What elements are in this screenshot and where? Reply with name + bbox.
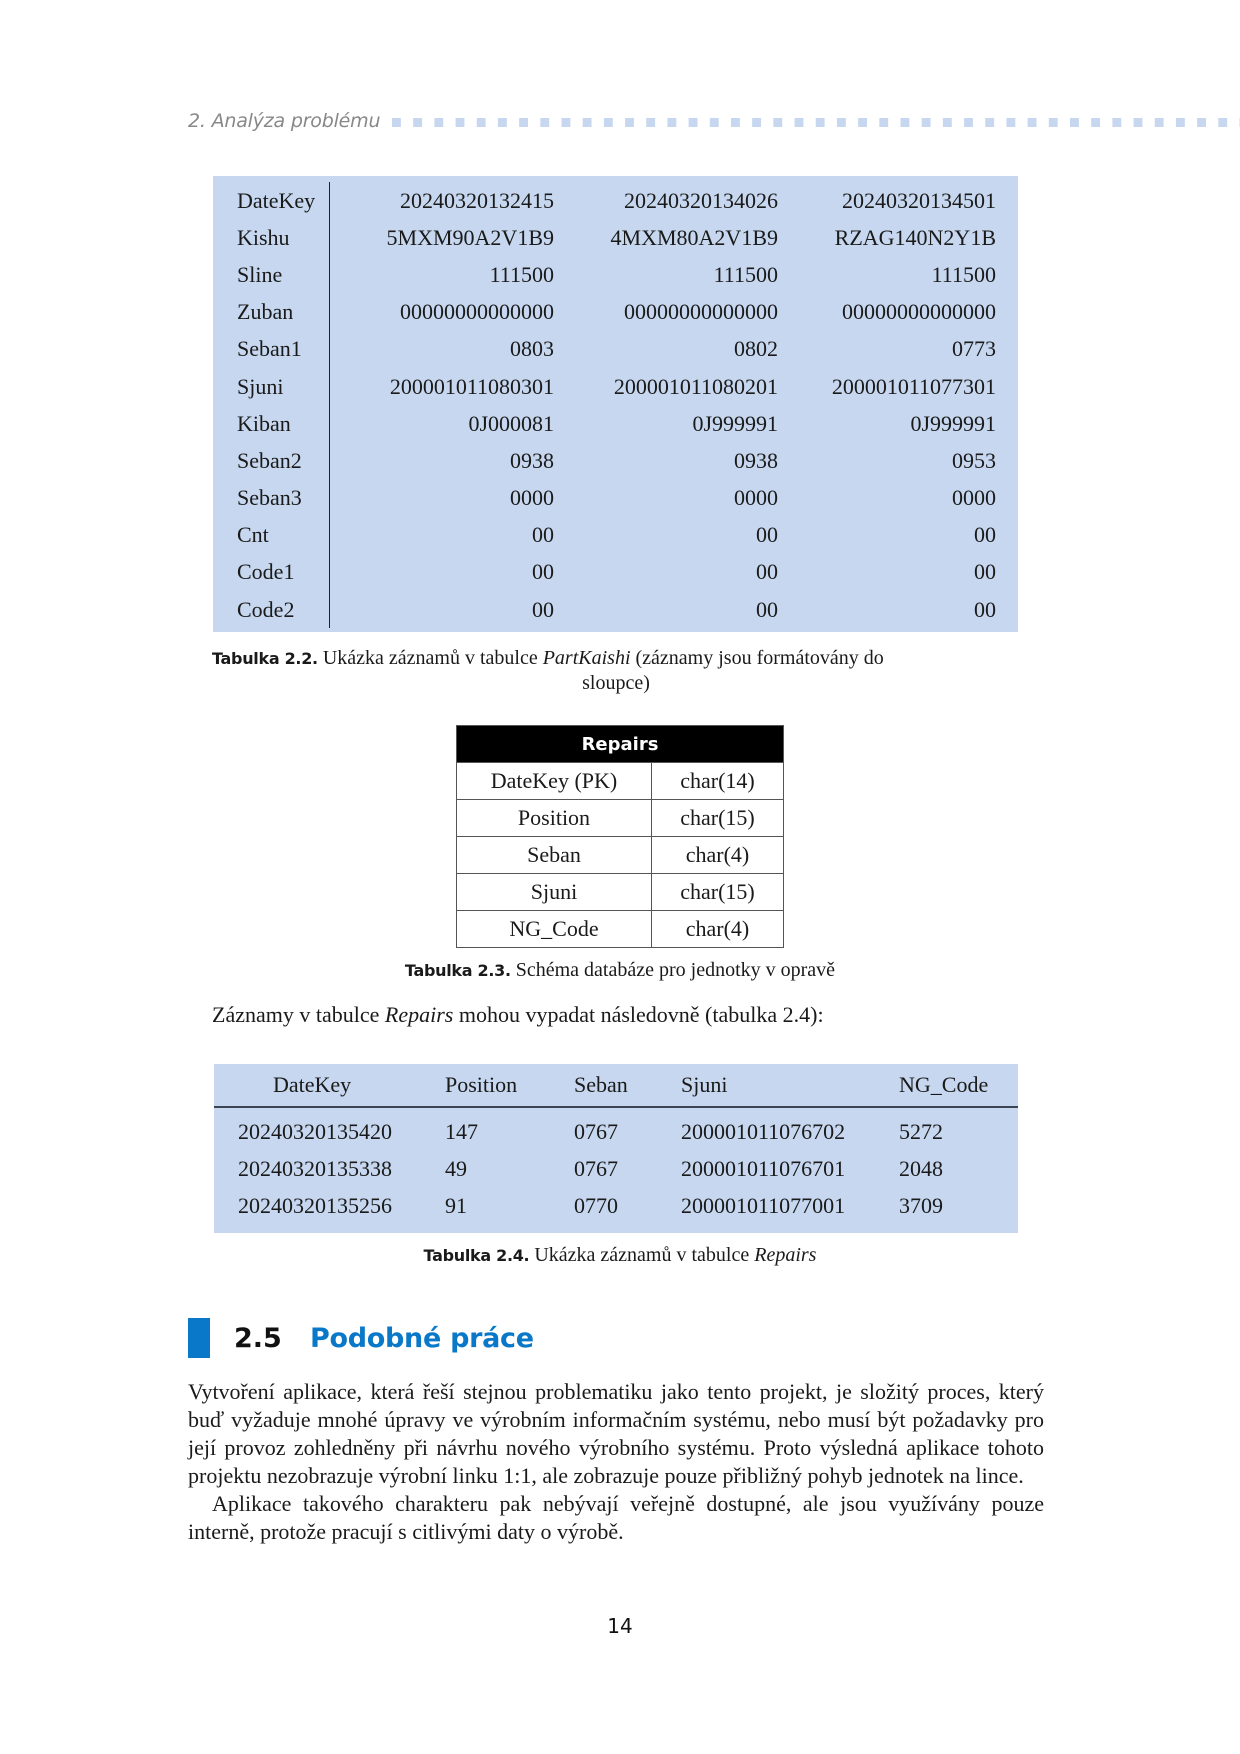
row-label: Seban2 bbox=[213, 442, 330, 479]
table-row bbox=[213, 368, 996, 405]
table-row bbox=[457, 837, 784, 874]
caption-label: Tabulka 2.2. bbox=[212, 649, 318, 668]
field-name: Sjuni bbox=[457, 874, 652, 911]
cell: 49 bbox=[445, 1156, 467, 1181]
cell: 00000000000000 bbox=[624, 299, 778, 325]
cell: 20240320134026 bbox=[624, 187, 778, 213]
cell: 20240320134501 bbox=[842, 187, 996, 213]
section-marker-bar bbox=[188, 1318, 210, 1358]
caption-italic: PartKaishi bbox=[542, 647, 631, 669]
field-type: char(15) bbox=[652, 874, 784, 911]
intro-text: Záznamy v tabulce bbox=[212, 1002, 380, 1027]
table-row bbox=[213, 480, 996, 517]
cell: 00 bbox=[532, 596, 554, 622]
table-row bbox=[213, 554, 996, 591]
row-label: Code1 bbox=[213, 554, 330, 591]
table-row bbox=[457, 911, 784, 948]
cell: 00 bbox=[974, 522, 996, 548]
running-head-dots bbox=[392, 118, 1240, 127]
cell: 0938 bbox=[510, 447, 554, 473]
column-header: Sjuni bbox=[681, 1072, 728, 1097]
row-label: Zuban bbox=[213, 294, 330, 331]
table-caption-2-4 bbox=[0, 1244, 1240, 1267]
table-row bbox=[213, 442, 996, 479]
cell: 00000000000000 bbox=[400, 299, 554, 325]
caption-italic: Repairs bbox=[754, 1244, 817, 1266]
cell: 200001011077001 bbox=[681, 1193, 846, 1218]
field-type: char(15) bbox=[652, 800, 784, 837]
cell: 00 bbox=[974, 559, 996, 585]
cell: 0803 bbox=[510, 336, 554, 362]
table-caption-2-3 bbox=[0, 959, 1240, 982]
row-label: Seban1 bbox=[213, 331, 330, 368]
table-row bbox=[457, 800, 784, 837]
table-row bbox=[213, 517, 996, 554]
field-type: char(4) bbox=[652, 911, 784, 948]
cell: 0000 bbox=[510, 485, 554, 511]
table-row bbox=[457, 763, 784, 800]
caption-text-line2: sloupce) bbox=[582, 672, 650, 694]
column-header: NG_Code bbox=[899, 1072, 989, 1097]
cell: 0J999991 bbox=[910, 410, 996, 436]
intro-text-cont: mohou vypadat následovně (tabulka 2.4): bbox=[458, 1002, 824, 1027]
intro-italic: Repairs bbox=[384, 1002, 454, 1027]
cell: 20240320135338 bbox=[238, 1156, 392, 1181]
cell: 0773 bbox=[952, 336, 996, 362]
cell: 147 bbox=[445, 1119, 478, 1144]
cell: 200001011076701 bbox=[681, 1156, 846, 1181]
section-number: 2.5 bbox=[234, 1322, 282, 1354]
cell: 0J000081 bbox=[468, 410, 554, 436]
table-row bbox=[213, 405, 996, 442]
row-label: Cnt bbox=[213, 517, 330, 554]
cell: 00 bbox=[756, 522, 778, 548]
field-name: NG_Code bbox=[457, 911, 652, 948]
caption-label: Tabulka 2.3. bbox=[404, 961, 511, 980]
running-head-title: 2. Analýza problému bbox=[188, 110, 381, 132]
table-repairs-records bbox=[214, 1064, 1018, 1233]
cell: 111500 bbox=[713, 261, 778, 287]
section-body bbox=[188, 1378, 1044, 1546]
row-label: Kishu bbox=[213, 219, 330, 256]
table-row bbox=[213, 219, 996, 256]
field-name: Position bbox=[457, 800, 652, 837]
cell: RZAG140N2Y1B bbox=[834, 224, 996, 250]
schema-title: Repairs bbox=[457, 726, 784, 763]
column-header: Seban bbox=[574, 1072, 628, 1097]
row-label: DateKey bbox=[213, 182, 330, 219]
cell: 00 bbox=[532, 522, 554, 548]
cell: 0953 bbox=[952, 447, 996, 473]
caption-text: Schéma databáze pro jednotky v opravě bbox=[515, 959, 836, 981]
cell: 0000 bbox=[734, 485, 778, 511]
table-row bbox=[213, 331, 996, 368]
cell: 5MXM90A2V1B9 bbox=[386, 224, 554, 250]
cell: 0802 bbox=[734, 336, 778, 362]
table-repairs-schema bbox=[456, 725, 784, 948]
records-table bbox=[213, 182, 996, 628]
cell: 0J999991 bbox=[692, 410, 778, 436]
row-label: Sjuni bbox=[213, 368, 330, 405]
table-caption-2-2 bbox=[212, 646, 1020, 696]
field-type: char(4) bbox=[652, 837, 784, 874]
intro-paragraph bbox=[212, 1002, 824, 1028]
table-row bbox=[213, 294, 996, 331]
paragraph: Vytvoření aplikace, která řeší stejnou problematiku jako tento projekt, je složitý proces, který buď vyžaduje mnohé úpravy ve výrobním informačním systému, nebo musí být požadavky pro její provoz zohledněny při návrhu nového výrobního systému. Proto výsledná aplikace tohoto projektu nezobrazuje výrobní linku 1:1, ale zobrazuje pouze přibližný pohyb jednotek na lince. bbox=[188, 1379, 1044, 1488]
paragraph: Aplikace takového charakteru pak nebývají veřejně dostupné, ale jsou využívány pouze interně, protože pracují s citlivými daty o výrobě. bbox=[188, 1491, 1044, 1544]
running-head bbox=[188, 106, 1240, 136]
cell: 200001011080201 bbox=[613, 373, 778, 399]
cell: 0770 bbox=[574, 1193, 618, 1218]
table-partkaishi-records bbox=[213, 176, 1018, 632]
section-heading bbox=[188, 1318, 534, 1358]
table-row bbox=[213, 256, 996, 293]
cell: 111500 bbox=[489, 261, 554, 287]
page-number: 14 bbox=[607, 1614, 633, 1638]
cell: 00 bbox=[532, 559, 554, 585]
table-row bbox=[213, 182, 996, 219]
section-title: Podobné práce bbox=[310, 1322, 534, 1354]
cell: 20240320135256 bbox=[238, 1193, 392, 1218]
cell: 0000 bbox=[952, 485, 996, 511]
cell: 2048 bbox=[899, 1156, 943, 1181]
cell: 00 bbox=[756, 559, 778, 585]
caption-label: Tabulka 2.4. bbox=[423, 1246, 530, 1265]
cell: 111500 bbox=[931, 261, 996, 287]
cell: 00000000000000 bbox=[842, 299, 996, 325]
column-header: Position bbox=[445, 1072, 518, 1097]
table-header bbox=[214, 1064, 1018, 1108]
cell: 00 bbox=[756, 596, 778, 622]
caption-text: Ukázka záznamů v tabulce bbox=[534, 1244, 750, 1266]
row-label: Kiban bbox=[213, 405, 330, 442]
table-row bbox=[457, 874, 784, 911]
row-label: Seban3 bbox=[213, 480, 330, 517]
row-label: Code2 bbox=[213, 591, 330, 628]
column-header: DateKey bbox=[273, 1072, 352, 1097]
cell: 0938 bbox=[734, 447, 778, 473]
cell: 200001011076702 bbox=[681, 1119, 846, 1144]
cell: 3709 bbox=[899, 1193, 943, 1218]
field-name: Seban bbox=[457, 837, 652, 874]
caption-text-cont: (záznamy jsou formátovány do bbox=[635, 647, 884, 669]
cell: 20240320135420 bbox=[238, 1119, 392, 1144]
cell: 4MXM80A2V1B9 bbox=[610, 224, 778, 250]
field-name: DateKey (PK) bbox=[457, 763, 652, 800]
cell: 0767 bbox=[574, 1156, 618, 1181]
field-type: char(14) bbox=[652, 763, 784, 800]
cell: 5272 bbox=[899, 1119, 943, 1144]
table-row bbox=[213, 591, 996, 628]
row-label: Sline bbox=[213, 256, 330, 293]
caption-text: Ukázka záznamů v tabulce bbox=[322, 647, 538, 669]
cell: 00 bbox=[974, 596, 996, 622]
cell: 0767 bbox=[574, 1119, 618, 1144]
cell: 200001011080301 bbox=[389, 373, 554, 399]
cell: 20240320132415 bbox=[400, 187, 554, 213]
cell: 91 bbox=[445, 1193, 467, 1218]
cell: 200001011077301 bbox=[831, 373, 996, 399]
